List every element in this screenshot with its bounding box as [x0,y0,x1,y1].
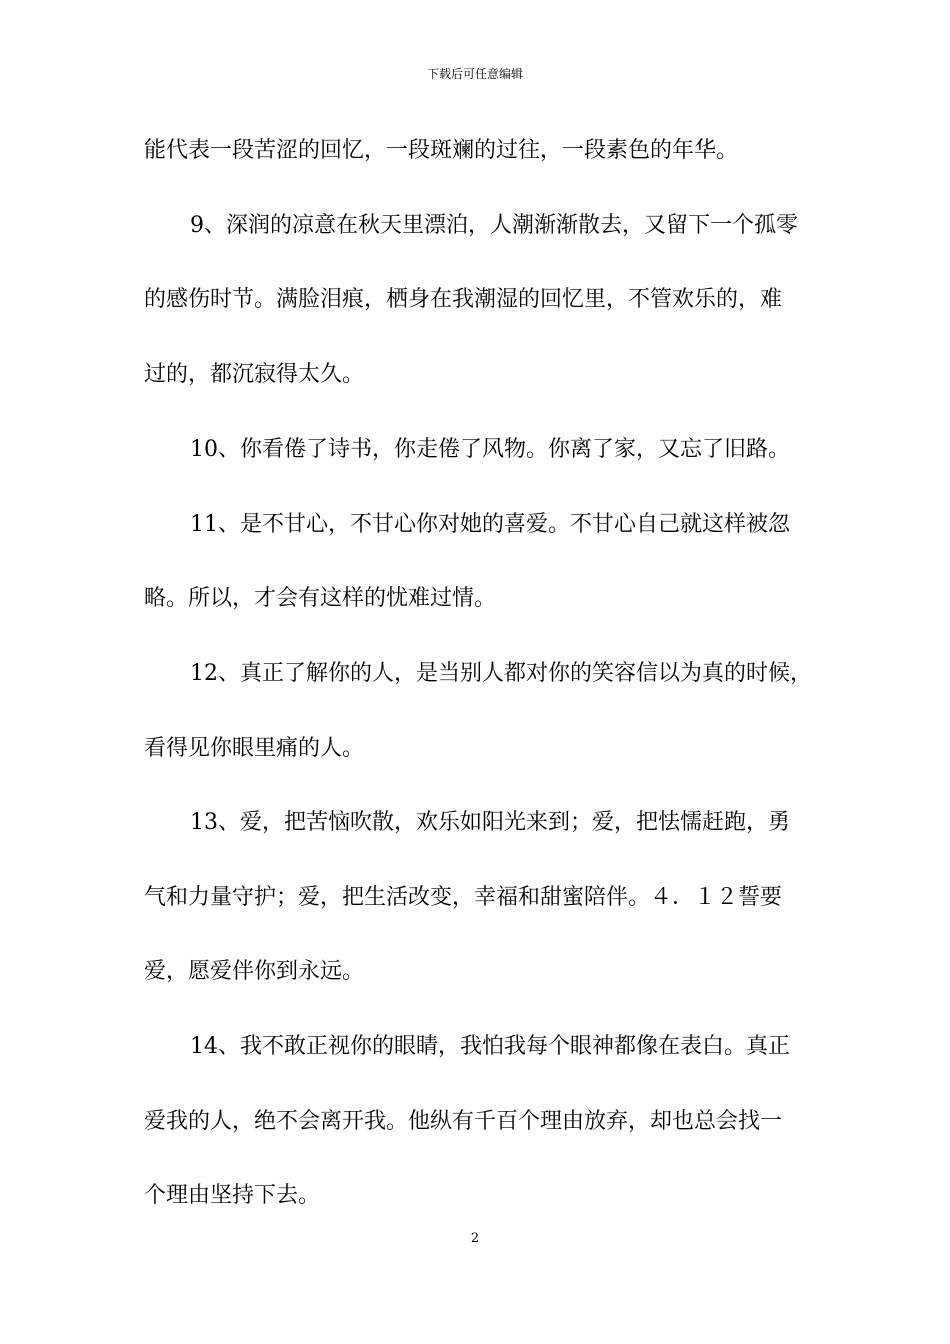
text-line: 爱我的人，绝不会离开我。他纵有千百个理由放弃，却也总会找一 [144,1109,783,1134]
text-line: 的感伤时节。满脸泪痕，栖身在我潮湿的回忆里，不管欢乐的，难 [144,287,783,312]
text-line: 过的，都沉寂得太久。 [144,362,365,387]
text-line: 12、真正了解你的人，是当别人都对你的笑容信以为真的时候， [190,661,812,686]
text-line: 14、我不敢正视你的眼睛，我怕我每个眼神都像在表白。真正 [190,1034,790,1059]
text-line: 13、爱，把苦恼吹散，欢乐如阳光来到；爱，把怯懦赶跑，勇 [190,810,790,835]
text-line: 能代表一段苦涩的回忆，一段斑斓的过往，一段素色的年华。 [144,138,739,163]
text-line: 11、是不甘心，不甘心你对她的喜爱。不甘心自己就这样被忽 [190,512,790,537]
text-line: 个理由坚持下去。 [144,1183,321,1208]
text-line: 略。所以，才会有这样的忧难过情。 [144,586,497,611]
text-line: 爱，愿爱伴你到永远。 [144,959,365,984]
text-line: 气和力量守护；爱，把生活改变，幸福和甜蜜陪伴。４．１２誓要 [144,885,783,910]
text-line: 9、深润的凉意在秋天里漂泊，人潮渐渐散去，又留下一个孤零 [190,213,798,238]
page-header: 下载后可任意编辑 [426,67,523,81]
page-number: 2 [470,1231,480,1246]
text-line: 10、你看倦了诗书，你走倦了风物。你离了家，又忘了旧路。 [190,437,790,462]
text-line: 看得见你眼里痛的人。 [144,736,365,761]
